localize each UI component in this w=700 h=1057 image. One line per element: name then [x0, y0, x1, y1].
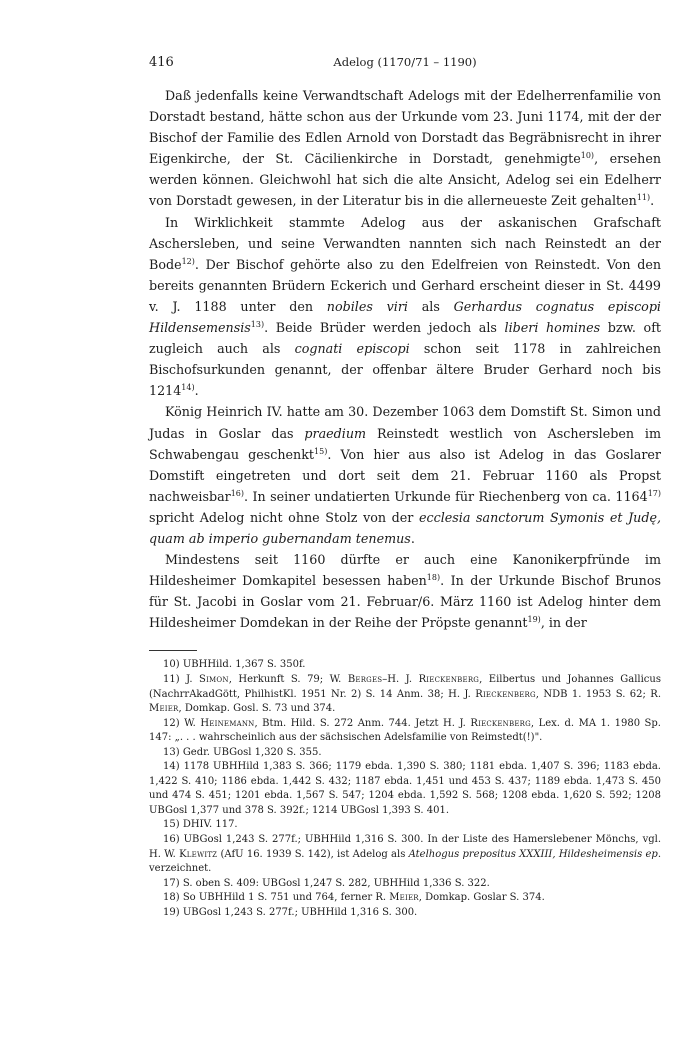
text-run: Mindestens seit 1160 dürfte er auch eine Kanonikerpfründe im Hildesheimer Domkapitel besessen haben [149, 552, 661, 589]
author-name: Meier [149, 703, 179, 715]
text-run: –H. J. [382, 673, 419, 685]
text-run: , Lex. d. MA 1. 1980 Sp. 147: „. . . wahrscheinlich aus der sächsischen Adelsfamilie von Reimstedt(!)". [149, 717, 661, 744]
author-name: Rieckenberg [475, 688, 536, 700]
text-run: Daß jedenfalls keine Verwandtschaft Adelogs mit der Edelherrenfamilie von Dorstadt bestand, hätte schon aus der Urkunde vom 23. Juni 1174, mit der der Bischof der Familie des Edlen Arnold von Dorstadt das Begräbnisrecht in ihrer Eigenkirche, der St. Cäcilienkirche in Dorstadt, genehmigte [149, 88, 661, 167]
text-run: J. [179, 673, 200, 685]
author-name: Simon [199, 673, 229, 685]
text-run: schon seit 1178 in zahlreichen Bischofsurkunden genannt, der offenbar ältere Bruder Gerhard noch bis 1214 [149, 341, 661, 399]
footnote-ref: 12) [181, 256, 195, 266]
text-run: UBHHild. 1,367 S. 350f. [179, 659, 306, 671]
latin-term: ecclesia sanctorum Symonis et Judę, quam ab imperio gubernandam tenemus [149, 509, 661, 546]
paragraph-4 [149, 549, 661, 633]
latin-term: nobiles viri [326, 298, 408, 314]
text-run: , in der [540, 615, 587, 631]
text-run: bzw. oft zugleich auch als [149, 320, 661, 357]
text-run: . Der Bischof gehörte also zu den Edelfreien von Reinstedt. Von den bereits genannten Brüdern Eckerich und Gerhard erscheint dieser in St. 4499 v. J. 1188 unter den [149, 256, 661, 314]
text-run: UBGosl 1,243 S. 277f.; UBHHild 1,316 S. 300. [179, 906, 418, 918]
author-name: Heinemann [200, 717, 255, 729]
footnote-ref: 19) [527, 615, 541, 625]
author-name: Rieckenberg [418, 673, 480, 685]
footnotes [149, 658, 661, 920]
footnote-16 [149, 833, 661, 877]
text-run: 1178 UBHHild 1,383 S. 366; 1179 ebda. 1,390 S. 380; 1181 ebda. 1,407 S. 396; 1183 ebda. 1,422 S. 410; 1186 ebda. 1,442 S. 432; 1187 ebda. 1,451 und 453 S. 437; 1189 ebda. 1,473 S. 450 und 474 S. 451; 1201 ebda. 1,567 S. 547; 1204 ebda. 1,592 S. 568; 1208 ebda. 1,620 S. 592; 1208 UBGosl 1,377 und 378 S. 392f.; 1214 UBGosl 1,393 S. 401. [149, 761, 661, 816]
footnote-ref: 13) [250, 320, 265, 330]
footnote-number: 14) [163, 761, 180, 773]
footnote-number: 10) [163, 659, 180, 671]
footnote-number: 11) [163, 673, 180, 685]
footnote-ref: 11) [636, 193, 651, 203]
footnote-ref: 14) [181, 383, 195, 393]
footnote-19 [149, 906, 661, 921]
footnote-number: 17) [163, 877, 180, 889]
text-run: verzeichnet. [149, 863, 212, 875]
text-run: Reinstedt westlich von Aschersleben im Schwabengau geschenkt [149, 425, 661, 462]
text-run: . In seiner undatierten Urkunde für Riechenberg von ca. 1164 [244, 488, 648, 504]
footnote-ref: 17) [647, 488, 661, 498]
footnote-number: 19) [163, 906, 180, 918]
text-run: DHIV. 117. [179, 819, 238, 831]
running-title: Adelog (1170/71 – 1190) [333, 55, 477, 69]
text-run: , Eilbertus und Johannes Gallicus (NachrrAkadGött, PhilhistKl. 1951 Nr. 2) S. 14 Anm. 38; H. J. [149, 673, 661, 700]
author-name: Berges [347, 673, 383, 685]
text-run: König Heinrich IV. hatte am 30. Dezember 1063 dem Domstift St. Simon und Judas in Goslar das [149, 404, 661, 441]
paragraph-1 [149, 85, 661, 212]
page-number: 416 [149, 55, 174, 70]
latin-term: Atelhogus prepositus XXXIII, Hildesheimensis ep. [408, 848, 661, 860]
text-run: , ersehen werden können. Gleichwohl hat sich die alte Ansicht, Adelog sei ein Edelherr von Dorstadt gewesen, in der Literatur bis in die allerneueste Zeit gehalten [149, 151, 662, 209]
footnote-14 [149, 760, 661, 818]
author-name: Klewitz [179, 848, 218, 860]
footnote-ref: 15) [314, 446, 328, 456]
latin-term: liberi homines [504, 320, 601, 336]
footnote-18 [149, 891, 661, 906]
latin-term: praedium [304, 425, 367, 441]
text-run: , Domkap. Goslar S. 374. [418, 892, 545, 904]
book-page [149, 55, 661, 920]
footnote-12 [149, 717, 661, 746]
author-name: Meier [389, 892, 419, 904]
text-run: spricht Adelog nicht ohne Stolz von der [149, 509, 419, 525]
text-run: , Herkunft S. 79; W. [228, 673, 348, 685]
text-run: W. [179, 717, 201, 729]
text-run: UBGosl 1,243 S. 277f.; UBHHild 1,316 S. 300. In der Liste des Hamerslebener Mönchs, vgl. H. W. [149, 834, 661, 860]
page-header [149, 55, 661, 75]
footnote-number: 15) [163, 819, 180, 831]
text-run: . Beide Brüder werden jedoch als [264, 320, 505, 336]
text-run: . [194, 383, 199, 399]
text-run: (AfU 16. 1939 S. 142), ist Adelog als [217, 848, 409, 860]
author-name: Rieckenberg [470, 717, 531, 729]
text-run: , Domkap. Gosl. S. 73 und 374. [178, 703, 336, 715]
text-run: , Btm. Hild. S. 272 Anm. 744. Jetzt H. J. [254, 717, 471, 729]
paragraph-2 [149, 212, 661, 402]
footnote-17 [149, 877, 661, 892]
footnote-15 [149, 818, 661, 833]
text-run: . [410, 530, 415, 546]
footnote-ref: 18) [426, 573, 441, 583]
text-run: In Wirklichkeit stammte Adelog aus der askanischen Grafschaft Aschersleben, und seine Verwandten nannten sich nach Reinstedt an der Bode [149, 214, 661, 272]
footnote-divider [149, 650, 197, 651]
text-run: S. oben S. 409: UBGosl 1,247 S. 282, UBHHild 1,336 S. 322. [179, 877, 490, 889]
footnote-11 [149, 673, 661, 717]
text-run: So UBHHild 1 S. 751 und 764, ferner R. [179, 892, 390, 904]
text-run: . In der Urkunde Bischof Brunos für St. Jacobi in Goslar vom 21. Februar/6. März 1160 ist Adelog hinter dem Hildesheimer Domdekan in der Reihe der Pröpste genannt [149, 573, 661, 631]
latin-term: Gerhardus cognatus episcopi Hildensemensis [149, 298, 661, 336]
text-run: , NDB 1. 1953 S. 62; R. [535, 688, 661, 700]
footnote-number: 18) [163, 892, 180, 904]
footnote-ref: 16) [230, 488, 245, 498]
text-run: als [407, 298, 454, 314]
footnote-number: 16) [163, 834, 180, 845]
text-run: . Von hier aus also ist Adelog in das Goslarer Domstift eingetreten und dort seit dem 21. Februar 1160 als Propst nachweisbar [149, 446, 661, 504]
footnote-number: 12) [163, 717, 180, 729]
footnote-13 [149, 746, 661, 761]
text-run: Gedr. UBGosl 1,320 S. 355. [179, 746, 322, 758]
latin-term: cognati episcopi [294, 341, 410, 357]
text-run: . [650, 193, 655, 209]
paragraph-3 [149, 401, 661, 549]
body-text [149, 85, 661, 633]
footnote-number: 13) [163, 746, 180, 758]
footnote-ref: 10) [580, 151, 595, 161]
footnote-10 [149, 658, 661, 673]
